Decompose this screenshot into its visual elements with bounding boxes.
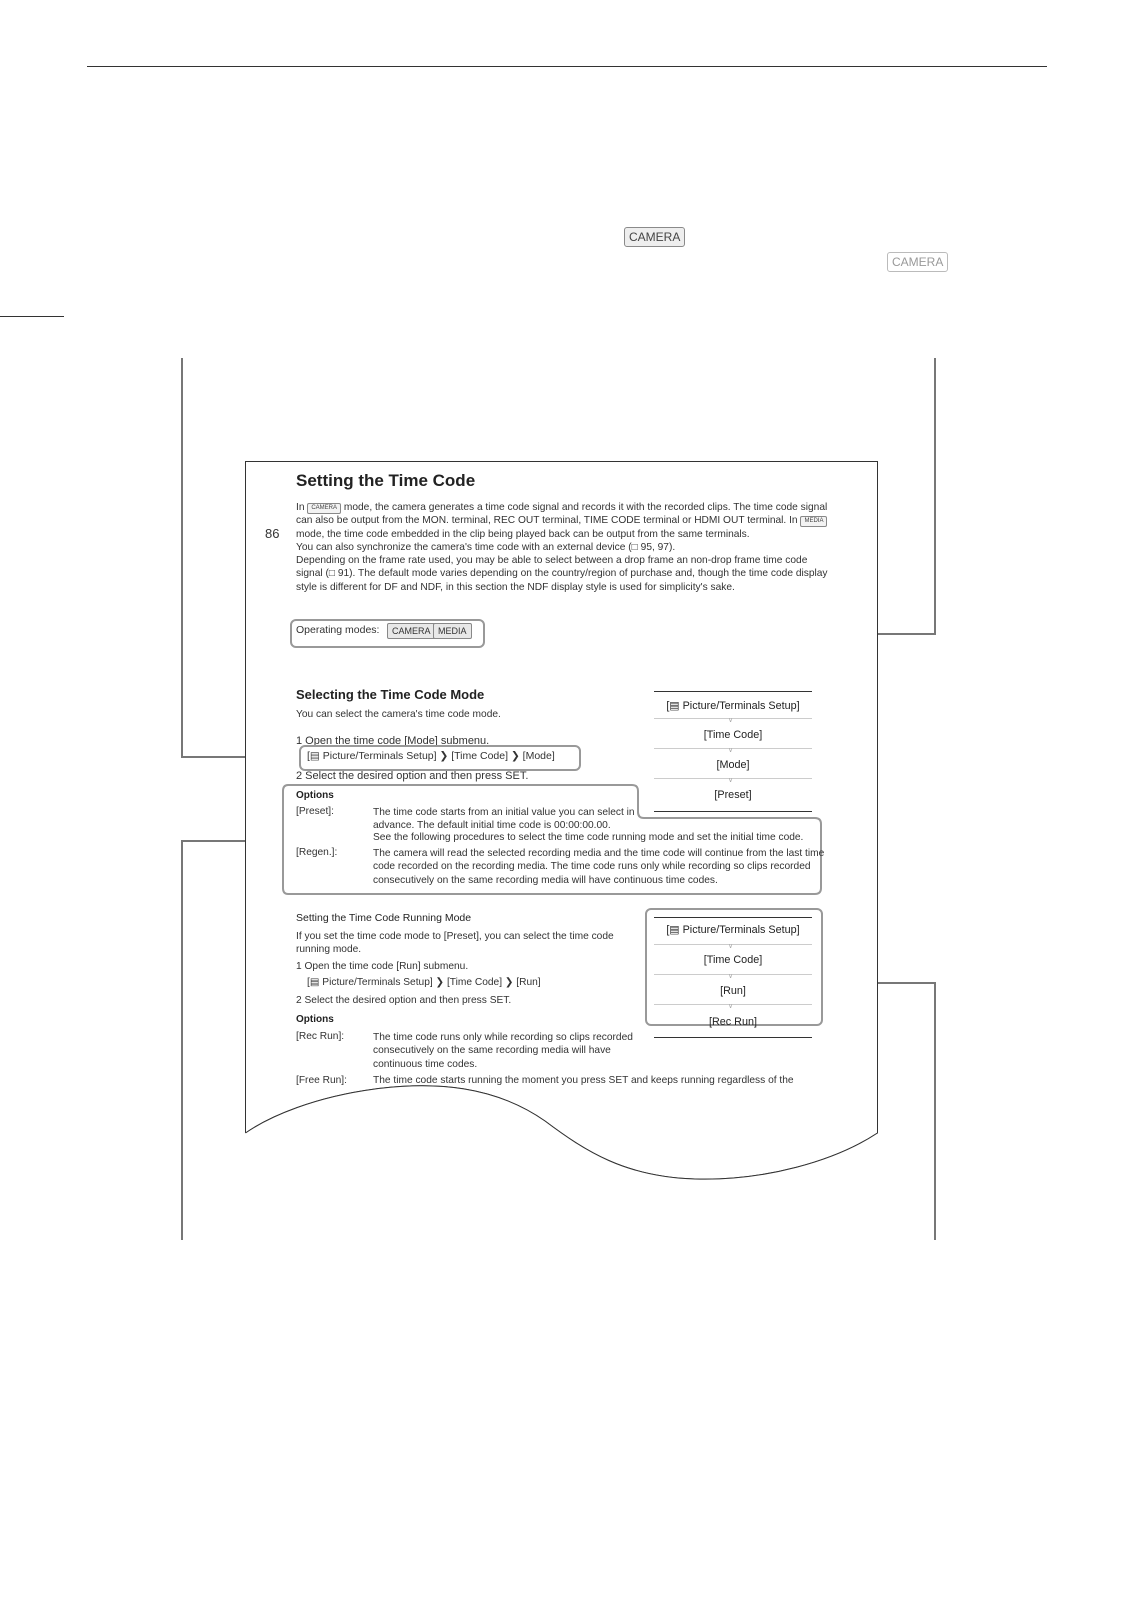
- section2-desc: If you set the time code mode to [Preset], you can select the time code running mode.: [296, 931, 614, 956]
- section2-step2: 2 Select the desired option and then press SET.: [296, 995, 512, 1006]
- camera-mode-badge: CAMERA: [624, 227, 685, 247]
- torn-page-edge: [245, 1073, 878, 1186]
- section1-step1: 1 Open the time code [Mode] submenu.: [296, 735, 490, 747]
- operating-modes-label: Operating modes:: [296, 624, 380, 636]
- menu-run-step-2: [Time Code]: [703, 954, 763, 966]
- menu-step-2: [Time Code]: [703, 729, 763, 741]
- header-rule: [87, 66, 1047, 67]
- section1-desc: You can select the camera's time code mode.: [296, 709, 501, 720]
- left-margin-rule: [0, 316, 64, 317]
- menu-step-1: [▤ Picture/Terminals Setup]: [666, 700, 800, 712]
- callout-line-left-top: [181, 358, 183, 757]
- intro-text: [296, 501, 836, 594]
- path-arrow-icon: ❯: [435, 977, 445, 988]
- option-preset-text: The time code starts from an initial value you can select in advance. The default initial time code is 00:00:00.00.: [373, 807, 635, 832]
- section1-options-heading: Options: [296, 790, 334, 801]
- operating-mode-camera: CAMERA: [387, 623, 436, 639]
- intro-p1-mid: mode, the camera generates a time code signal and records it with the recorded clips. The time code signal can also be output from the MON. terminal, REC OUT terminal, TIME CODE terminal or HDMI OUT terminal. In: [296, 502, 828, 527]
- page-number: 86: [265, 526, 280, 541]
- callout-line-right-bottom: [934, 982, 936, 1240]
- path-arrow-icon: ❯: [504, 977, 514, 988]
- intro-p1-post: mode, the time code embedded in the clip being played back can be output from the same terminals.: [296, 528, 750, 540]
- path-arrow-icon: ❯: [510, 750, 520, 762]
- menu-run-step-3: [Run]: [720, 985, 746, 997]
- menu-rule-top: [654, 691, 812, 692]
- menu-rule-bottom: [654, 1037, 812, 1038]
- chevron-down-icon: ∨: [728, 717, 734, 724]
- chevron-down-icon: ∨: [728, 747, 734, 754]
- option-freerun-text: The time code starts running the moment you press SET and keeps running regardless of the: [373, 1075, 794, 1086]
- intro-paragraph-2: You can also synchronize the camera's time code with an external device (□ 95, 97).: [296, 541, 676, 553]
- callout-line-left-bottom: [181, 840, 183, 1240]
- path-arrow-icon: ❯: [439, 750, 449, 762]
- intro-p1-pre: In: [296, 502, 305, 513]
- camera-mode-mini-badge: CAMERA: [307, 503, 341, 514]
- menu-rule-top: [654, 917, 812, 918]
- menu-run-step-4: [Rec Run]: [708, 1016, 757, 1028]
- camera-mode-badge-light: CAMERA: [887, 252, 948, 272]
- option-preset-extra: See the following procedures to select the time code running mode and set the initial time code.: [373, 832, 804, 843]
- operating-mode-media: MEDIA: [433, 623, 472, 639]
- chevron-down-icon: ∨: [728, 777, 734, 784]
- menu-sequence-run: [654, 917, 812, 1047]
- menu-run-step-1: [▤ Picture/Terminals Setup]: [666, 924, 800, 936]
- menu-path-2-item-3: [Run]: [516, 977, 541, 988]
- option-recrun-key: [Rec Run]:: [296, 1031, 345, 1042]
- option-preset-key: [Preset]:: [296, 806, 334, 817]
- menu-rule-bottom: [654, 811, 812, 812]
- menu-path-1-item-1: [▤ Picture/Terminals Setup]: [307, 750, 437, 762]
- media-mode-mini-badge: MEDIA: [800, 516, 827, 527]
- section2-step1: 1 Open the time code [Run] submenu.: [296, 961, 469, 972]
- menu-path-1-item-2: [Time Code]: [451, 750, 509, 762]
- intro-paragraph-3: Depending on the frame rate used, you may be able to select between a drop frame an non-drop frame time code signal (□ 91). The default mode varies depending on the country/region of purchase and, though the time code display style is different for DF and NDF, in this section the NDF display style is used for simplicity's sake.: [296, 555, 828, 593]
- option-regen-text: The camera will read the selected recording media and the time code will continue from the last time code recorded on the recording media. The time code runs only while recording so clips recorded consecutively on the same recording media will have continuous time codes.: [373, 848, 825, 886]
- option-recrun-text: The time code runs only while recording so clips recorded consecutively on the same recording media will have continuous time codes.: [373, 1032, 633, 1070]
- option-regen-key: [Regen.]:: [296, 847, 338, 858]
- menu-path-2: [307, 977, 541, 988]
- chevron-down-icon: ∨: [728, 943, 734, 950]
- chevron-down-icon: ∨: [728, 973, 734, 980]
- menu-step-4: [Preset]: [714, 789, 752, 801]
- section1-heading: Selecting the Time Code Mode: [296, 687, 485, 702]
- sample-page-title: Setting the Time Code: [296, 471, 476, 490]
- section1-step2: 2 Select the desired option and then press SET.: [296, 770, 529, 782]
- menu-path-2-item-2: [Time Code]: [446, 977, 503, 988]
- chevron-down-icon: ∨: [728, 1003, 734, 1010]
- menu-path-1-item-3: [Mode]: [522, 750, 555, 762]
- menu-path-1: [307, 750, 555, 762]
- menu-sequence-mode: [654, 691, 812, 821]
- option-freerun-key: [Free Run]:: [296, 1075, 347, 1086]
- section2-options-heading: Options: [296, 1014, 334, 1025]
- callout-line-right-top: [934, 358, 936, 634]
- sample-manual-page: [245, 461, 878, 1186]
- section2-heading: Setting the Time Code Running Mode: [296, 912, 472, 924]
- intro-paragraph-1: [296, 501, 836, 541]
- menu-step-3: [Mode]: [716, 759, 750, 771]
- menu-path-2-item-1: [▤ Picture/Terminals Setup]: [307, 977, 433, 988]
